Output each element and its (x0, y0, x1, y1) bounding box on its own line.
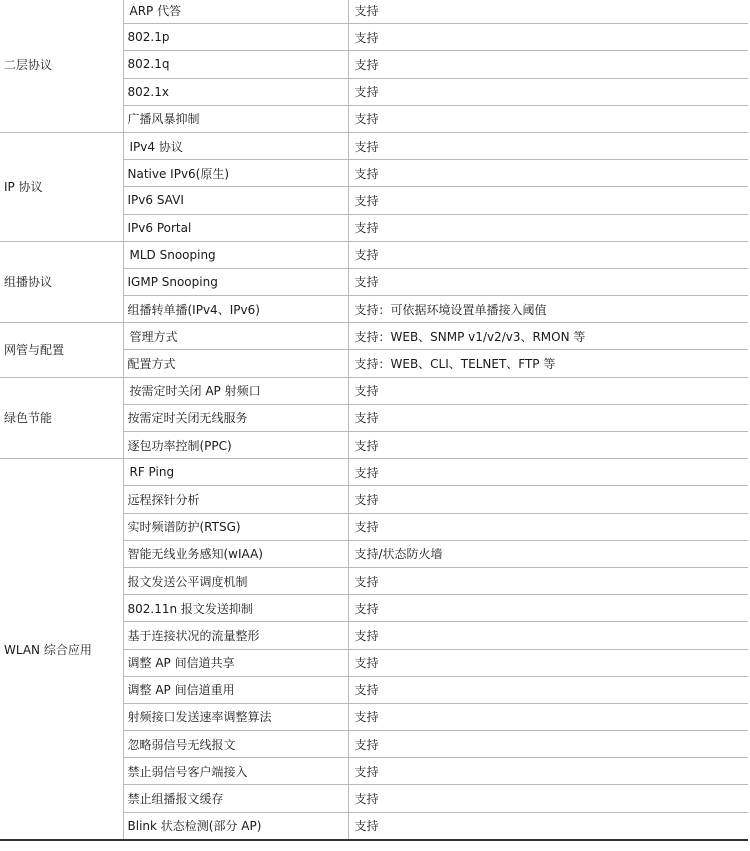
support-cell: 支持 (348, 567, 748, 594)
feature-cell: IPv6 Portal (123, 214, 348, 241)
feature-cell: 管理方式 (123, 323, 348, 350)
feature-cell: 广播风暴抑制 (123, 105, 348, 132)
support-cell: 支持 (348, 758, 748, 785)
support-cell: 支持 (348, 51, 748, 78)
feature-cell: 射频接口发送速率调整算法 (123, 703, 348, 730)
feature-cell: 802.1x (123, 78, 348, 105)
category-cell: WLAN 综合应用 (0, 459, 123, 840)
table-row (0, 323, 748, 350)
support-cell: 支持 (348, 404, 748, 431)
support-cell: 支持 (348, 459, 748, 486)
support-cell: 支持 (348, 513, 748, 540)
feature-cell: 按需定时关闭无线服务 (123, 404, 348, 431)
support-cell: 支持 (348, 486, 748, 513)
support-cell: 支持 (348, 377, 748, 404)
category-cell: IP 协议 (0, 132, 123, 241)
feature-cell: 802.1q (123, 51, 348, 78)
table-row (0, 459, 748, 486)
support-cell: 支持 (348, 24, 748, 51)
feature-cell: 忽略弱信号无线报文 (123, 731, 348, 758)
table-row (0, 377, 748, 404)
category-cell: 组播协议 (0, 241, 123, 323)
feature-cell: Native IPv6(原生) (123, 160, 348, 187)
support-cell: 支持 (348, 0, 748, 24)
feature-cell: 配置方式 (123, 350, 348, 377)
feature-cell: 调整 AP 间信道共享 (123, 649, 348, 676)
category-cell: 网管与配置 (0, 323, 123, 377)
support-cell: 支持 (348, 432, 748, 459)
support-cell: 支持 (348, 595, 748, 622)
feature-cell: 802.11n 报文发送抑制 (123, 595, 348, 622)
feature-cell: 调整 AP 间信道重用 (123, 676, 348, 703)
support-cell: 支持 (348, 649, 748, 676)
support-cell: 支持 (348, 187, 748, 214)
feature-cell: 逐包功率控制(PPC) (123, 432, 348, 459)
feature-cell: 智能无线业务感知(wIAA) (123, 540, 348, 567)
support-cell: 支持 (348, 268, 748, 295)
support-cell: 支持 (348, 676, 748, 703)
category-cell: 绿色节能 (0, 377, 123, 459)
table-row (0, 0, 748, 24)
table-row (0, 241, 748, 268)
support-cell: 支持：可依据环境设置单播接入阈值 (348, 296, 748, 323)
feature-cell: RF Ping (123, 459, 348, 486)
support-cell: 支持 (348, 241, 748, 268)
feature-cell: IGMP Snooping (123, 268, 348, 295)
support-cell: 支持：WEB、CLI、TELNET、FTP 等 (348, 350, 748, 377)
support-cell: 支持 (348, 731, 748, 758)
feature-cell: 禁止弱信号客户端接入 (123, 758, 348, 785)
feature-cell: 实时频谱防护(RTSG) (123, 513, 348, 540)
support-cell: 支持 (348, 812, 748, 840)
table-row (0, 132, 748, 159)
feature-cell: IPv4 协议 (123, 132, 348, 159)
feature-cell: 远程探针分析 (123, 486, 348, 513)
support-cell: 支持 (348, 214, 748, 241)
feature-cell: IPv6 SAVI (123, 187, 348, 214)
support-cell: 支持：WEB、SNMP v1/v2/v3、RMON 等 (348, 323, 748, 350)
category-cell: 二层协议 (0, 0, 123, 132)
feature-cell: MLD Snooping (123, 241, 348, 268)
feature-cell: 组播转单播(IPv4、IPv6) (123, 296, 348, 323)
support-cell: 支持 (348, 132, 748, 159)
support-cell: 支持 (348, 622, 748, 649)
feature-cell: 报文发送公平调度机制 (123, 567, 348, 594)
feature-cell: Blink 状态检测(部分 AP) (123, 812, 348, 840)
support-cell: 支持 (348, 105, 748, 132)
feature-cell: 基于连接状况的流量整形 (123, 622, 348, 649)
support-cell: 支持/状态防火墙 (348, 540, 748, 567)
support-cell: 支持 (348, 160, 748, 187)
support-cell: 支持 (348, 78, 748, 105)
support-cell: 支持 (348, 703, 748, 730)
feature-cell: ARP 代答 (123, 0, 348, 24)
feature-cell: 按需定时关闭 AP 射频口 (123, 377, 348, 404)
feature-cell: 802.1p (123, 24, 348, 51)
support-cell: 支持 (348, 785, 748, 812)
feature-cell: 禁止组播报文缓存 (123, 785, 348, 812)
